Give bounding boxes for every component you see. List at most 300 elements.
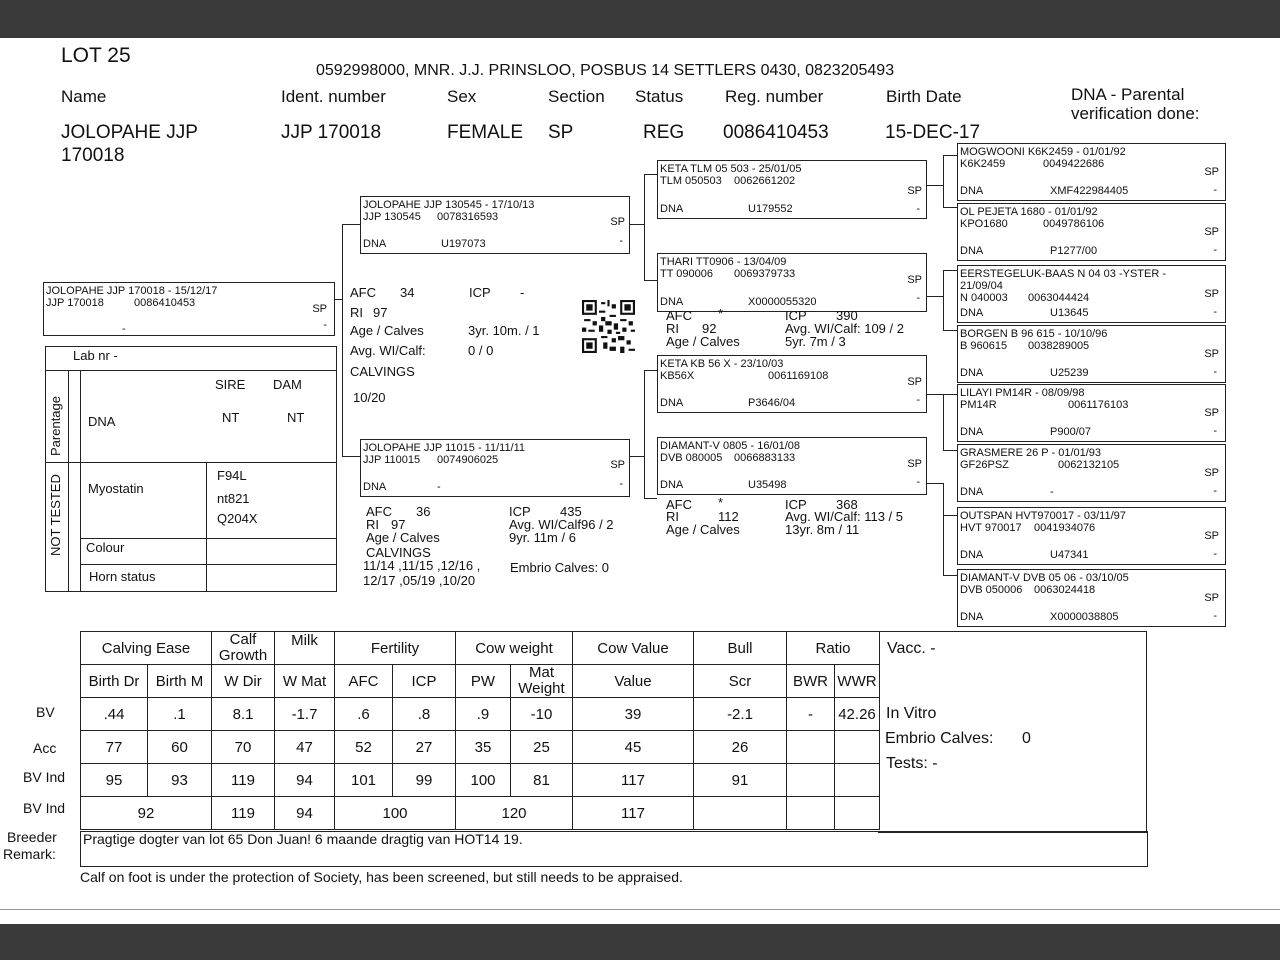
pedigree-field: U47341	[1050, 549, 1089, 561]
pedigree-line	[943, 330, 957, 331]
table-cell: 8.1	[212, 698, 275, 731]
pedigree-field: MOGWOONI K6K2459 - 01/01/92	[960, 146, 1126, 158]
table-cell: .44	[81, 698, 148, 731]
pedigree-field: SP	[1204, 407, 1219, 419]
gp-ri: 112	[718, 509, 739, 524]
pedigree-line	[342, 224, 343, 456]
animal-ident: JJP 170018	[281, 122, 382, 143]
pedigree-line	[943, 575, 957, 576]
group-milk: Milk	[275, 632, 335, 665]
table-cell: .6	[335, 698, 393, 731]
dam-age-label: Age / Calves	[366, 530, 440, 545]
pedigree-line	[943, 450, 957, 451]
table-cell: 95	[81, 764, 148, 797]
header-dna: DNA - Parental verification done:	[1071, 85, 1200, 123]
pedigree-field: DVB 080005	[660, 452, 723, 464]
animal-name: JOLOPAHE JJP	[61, 122, 198, 143]
pedigree-line	[342, 456, 360, 457]
pedigree-field: JJP 130545	[363, 211, 421, 223]
pedigree-field: -	[916, 292, 920, 304]
gp-age: 5yr. 7m / 3	[785, 334, 846, 349]
pedigree-field: KETA TLM 05 503 - 25/01/05	[660, 163, 802, 175]
pedigree-field: JJP 170018	[46, 297, 104, 309]
col-value: Value	[573, 665, 694, 698]
header-section: Section	[548, 87, 605, 106]
pedigree-field: -	[1213, 485, 1217, 497]
self-ri-label: RI	[350, 305, 363, 320]
table-cell: .9	[456, 698, 511, 731]
table-cell: -1.7	[275, 698, 335, 731]
pedigree-field: 0049422686	[1043, 158, 1105, 170]
in-vitro-label: In Vitro	[886, 705, 937, 722]
row-label-bv: BV	[36, 704, 55, 720]
pedigree-field: 0061169108	[768, 370, 829, 382]
pedigree-line	[943, 270, 957, 271]
pedigree-field: -	[1213, 306, 1217, 318]
table-cell: 120	[456, 797, 573, 830]
col-pw: PW	[456, 665, 511, 698]
pedigree-field: X0000038805	[1050, 611, 1119, 623]
dam-icp: 435	[560, 504, 582, 519]
group-calf-growth: Calf Growth	[212, 632, 275, 665]
table-cell: -10	[511, 698, 573, 731]
pedigree-field: DNA	[960, 367, 984, 379]
lot-number: LOT 25	[61, 44, 131, 67]
dam-calvings-2: 12/17 ,05/19 ,10/20	[363, 573, 476, 588]
grandparent-box	[657, 253, 927, 312]
pedigree-line	[943, 155, 944, 207]
row-label-bv-ind-2: BV Ind	[23, 800, 66, 816]
pedigree-field: -	[1213, 184, 1217, 196]
table-cell: 101	[335, 764, 393, 797]
table-row	[81, 764, 880, 797]
dam-icp-label: ICP	[509, 504, 531, 519]
pedigree-field: 0086410453	[134, 297, 196, 309]
colour-label: Colour	[86, 540, 125, 555]
pedigree-field: SP	[312, 303, 327, 315]
pedigree-field: U35498	[748, 479, 787, 491]
table-cell: 26	[694, 731, 787, 764]
dam-box	[360, 439, 630, 497]
group-bull: Bull	[694, 632, 787, 665]
table-cell: 94	[275, 764, 335, 797]
pedigree-line	[629, 224, 644, 225]
pedigree-line	[644, 280, 657, 281]
pedigree-field: EERSTEGELUK-BAAS N 04 03 -YSTER -	[960, 268, 1167, 280]
pedigree-field: P1277/00	[1050, 245, 1098, 257]
pedigree-field: LILAYI PM14R - 08/09/98	[960, 387, 1085, 399]
great-grandparent-box	[957, 265, 1226, 323]
pedigree-field: DNA	[960, 426, 984, 438]
table-cell	[787, 731, 835, 764]
pedigree-line	[644, 498, 657, 499]
pedigree-field: SP	[1204, 592, 1219, 604]
dam-embrio: Embrio Calves: 0	[510, 560, 609, 575]
pedigree-field: -	[1213, 548, 1217, 560]
sire-label: SIRE	[215, 377, 246, 392]
pedigree-field: DNA	[960, 486, 984, 498]
dam-label: DAM	[273, 377, 302, 392]
col-bwr: BWR	[787, 665, 835, 698]
table-cell: 119	[212, 797, 275, 830]
parentage-label: Parentage	[48, 396, 63, 456]
pedigree-field: BORGEN B 96 615 - 10/10/96	[960, 328, 1108, 340]
pedigree-field: OUTSPAN HVT970017 - 03/11/97	[960, 510, 1126, 522]
pedigree-line	[644, 370, 657, 371]
pedigree-field: DNA	[363, 238, 387, 250]
pedigree-field: DIAMANT-V DVB 05 06 - 03/10/05	[960, 572, 1129, 584]
pedigree-field: K6K2459	[960, 158, 1006, 170]
group-cow-weight: Cow weight	[456, 632, 573, 665]
col-w-mat: W Mat	[275, 665, 335, 698]
dna-dam-result: NT	[287, 410, 305, 425]
grandparent-box	[657, 160, 927, 219]
dam-age: 9yr. 11m / 6	[509, 530, 576, 545]
group-cow-value: Cow Value	[573, 632, 694, 665]
col-mat-weight: Mat Weight	[511, 665, 573, 698]
pedigree-line	[925, 483, 943, 484]
pedigree-field: SP	[1204, 166, 1219, 178]
pedigree-field: KPO1680	[960, 218, 1008, 230]
pedigree-field: OL PEJETA 1680 - 01/01/92	[960, 206, 1098, 218]
pedigree-field: -	[916, 476, 920, 488]
great-grandparent-box	[957, 325, 1226, 383]
table-cell	[694, 797, 787, 830]
pedigree-field: 0062132105	[1058, 459, 1120, 471]
pedigree-field: U13645	[1050, 307, 1089, 319]
table-cell: -2.1	[694, 698, 787, 731]
col-afc: AFC	[335, 665, 393, 698]
pedigree-field: X0000055320	[748, 296, 817, 308]
horn-status-label: Horn status	[89, 569, 156, 584]
great-grandparent-box	[957, 203, 1226, 261]
pedigree-line	[943, 394, 944, 450]
gp-ri-label: RI	[666, 321, 679, 336]
table-cell: 117	[573, 764, 694, 797]
self-age: 3yr. 10m. / 1	[468, 323, 540, 338]
table-cell: 70	[212, 731, 275, 764]
grandparent-box	[657, 355, 927, 413]
pedigree-line	[644, 370, 645, 498]
great-grandparent-box	[957, 507, 1226, 565]
pedigree-line	[925, 185, 943, 186]
pedigree-field: JOLOPAHE JJP 11015 - 11/11/11	[363, 442, 526, 454]
gp-wi: Avg. WI/Calf: 113 / 5	[785, 509, 904, 524]
gp-icp: 390	[836, 308, 858, 323]
pedigree-field: SP	[1204, 226, 1219, 238]
self-icp-label: ICP	[469, 285, 491, 300]
self-afc-label: AFC	[350, 285, 376, 300]
table-cell: 117	[573, 797, 694, 830]
pedigree-field: PM14R	[960, 399, 997, 411]
pedigree-field: SP	[907, 458, 922, 470]
dam-ri-label: RI	[366, 517, 379, 532]
pedigree-field: DNA	[960, 307, 984, 319]
pedigree-field: -	[122, 323, 126, 335]
header-name: Name	[61, 87, 107, 106]
pedigree-field: KETA KB 56 X - 23/10/03	[660, 358, 784, 370]
gp-age-label: Age / Calves	[666, 334, 740, 349]
gp-afc: *	[718, 495, 724, 510]
pedigree-field: 21/09/04	[960, 280, 1003, 292]
pedigree-field: 0041934076	[1034, 522, 1096, 534]
self-icp: -	[520, 285, 525, 300]
pedigree-field: -	[916, 203, 920, 215]
myostatin-nt821: nt821	[217, 491, 250, 506]
pedigree-field: HVT 970017	[960, 522, 1022, 534]
self-ri: 97	[373, 305, 388, 320]
tests-label: Tests: -	[886, 755, 938, 772]
pedigree-field: SP	[907, 274, 922, 286]
header-reg: Reg. number	[725, 87, 824, 106]
vacc-label: Vacc. -	[887, 640, 936, 657]
pedigree-field: TLM 050503	[660, 175, 722, 187]
table-cell: 92	[81, 797, 212, 830]
animal-name-num: 170018	[61, 145, 125, 166]
row-label-bv-ind: BV Ind	[23, 769, 66, 785]
not-tested-label: NOT TESTED	[48, 474, 63, 556]
table-row	[81, 698, 880, 731]
qr-code-icon	[582, 300, 635, 353]
pedigree-line	[342, 224, 360, 225]
col-icp: ICP	[393, 665, 456, 698]
breeder-remark: Pragtige dogter van lot 65 Don Juan! 6 maande dragtig van HOT14 19.	[83, 831, 523, 847]
table-row	[81, 797, 880, 830]
pedigree-field: 0069379733	[734, 268, 796, 280]
table-cell: .1	[148, 698, 212, 731]
table-cell: .8	[393, 698, 456, 731]
dam-calvings-1: 11/14 ,11/15 ,12/16 ,	[363, 558, 481, 573]
table-cell: 39	[573, 698, 694, 731]
dam-afc: 36	[416, 504, 431, 519]
dna-label: DNA	[88, 414, 116, 429]
table-cell: 91	[694, 764, 787, 797]
pedigree-field: DNA	[660, 479, 684, 491]
self-calvings-label: CALVINGS	[350, 364, 415, 379]
grandparent-box	[657, 437, 927, 495]
table-cell	[787, 764, 835, 797]
great-grandparent-box	[957, 569, 1226, 627]
gp-afc-label: AFC	[666, 497, 692, 512]
sire-box	[360, 196, 630, 254]
pedigree-field: JOLOPAHE JJP 170018 - 15/12/17	[46, 285, 218, 297]
pedigree-line	[943, 270, 944, 330]
col-w-dir: W Dir	[212, 665, 275, 698]
pedigree-field: 0063024418	[1034, 584, 1096, 596]
col-wwr: WWR	[835, 665, 880, 698]
pedigree-field: 0038289005	[1028, 340, 1090, 352]
pedigree-field: DIAMANT-V 0805 - 16/01/08	[660, 440, 801, 452]
gp-icp-label: ICP	[785, 497, 807, 512]
pedigree-field: P3646/04	[748, 397, 796, 409]
pedigree-field: SP	[907, 376, 922, 388]
self-calvings: 10/20	[353, 390, 386, 405]
pedigree-field: DNA	[960, 549, 984, 561]
pedigree-field: TT 090006	[660, 268, 714, 280]
header-sex: Sex	[447, 87, 477, 106]
pedigree-field: P900/07	[1050, 426, 1091, 438]
pedigree-line	[45, 370, 336, 371]
pedigree-line	[943, 155, 957, 156]
pedigree-field: 0061176103	[1068, 399, 1129, 411]
pedigree-field: U179552	[748, 203, 793, 215]
table-cell: 47	[275, 731, 335, 764]
table-cell: 52	[335, 731, 393, 764]
pedigree-line	[206, 462, 207, 591]
dam-calvings-label: CALVINGS	[366, 545, 431, 560]
animal-birth: 15-DEC-17	[885, 122, 981, 143]
lab-nr: Lab nr -	[73, 348, 118, 363]
pedigree-field: -	[1213, 425, 1217, 437]
pedigree-field: -	[916, 394, 920, 406]
pedigree-line	[943, 394, 957, 395]
footer-note: Calf on foot is under the protection of Society, has been screened, but still needs to be appraised.	[80, 869, 683, 885]
dam-wi: Avg. WI/Calf96 / 2	[509, 517, 614, 532]
pedigree-field: -	[1050, 486, 1054, 498]
pedigree-field: 0066883133	[734, 452, 796, 464]
table-cell: 42.26	[835, 698, 880, 731]
great-grandparent-box	[957, 143, 1226, 201]
pedigree-line	[925, 296, 943, 297]
gp-icp: 368	[836, 497, 858, 512]
myostatin-f94l: F94L	[217, 468, 247, 483]
pedigree-field: -	[1213, 244, 1217, 256]
pedigree-line	[644, 174, 657, 175]
gp-age: 13yr. 8m / 11	[785, 522, 860, 537]
dam-afc-label: AFC	[366, 504, 392, 519]
pedigree-field: 0062661202	[734, 175, 796, 187]
table-cell: 100	[456, 764, 511, 797]
pedigree-field: DNA	[660, 203, 684, 215]
pedigree-field: SP	[1204, 288, 1219, 300]
pedigree-field: N 040003	[960, 292, 1008, 304]
group-fertility: Fertility	[335, 632, 456, 665]
table-cell: 100	[335, 797, 456, 830]
pedigree-field: 0049786106	[1043, 218, 1105, 230]
pedigree-field: SP	[610, 216, 625, 228]
pedigree-field: -	[1213, 610, 1217, 622]
dam-ri: 97	[391, 517, 406, 532]
pedigree-field: GRASMERE 26 P - 01/01/93	[960, 447, 1102, 459]
pedigree-field: DNA	[960, 245, 984, 257]
pedigree-line	[45, 462, 336, 463]
bv-table	[80, 631, 880, 830]
pedigree-field: B 960615	[960, 340, 1008, 352]
great-grandparent-box	[957, 384, 1226, 442]
header-status: Status	[635, 87, 684, 106]
table-cell: 81	[511, 764, 573, 797]
pedigree-line	[80, 538, 336, 539]
table-row	[81, 731, 880, 764]
self-afc: 34	[400, 285, 415, 300]
gp-age-label: Age / Calves	[666, 522, 740, 537]
pedigree-line	[943, 515, 957, 516]
pedigree-field: 0063044424	[1028, 292, 1090, 304]
pedigree-field: DNA	[363, 481, 387, 493]
pedigree-field: 0074906025	[437, 454, 499, 466]
dna-sire-result: NT	[222, 410, 240, 425]
pedigree-line	[80, 564, 336, 565]
pedigree-line	[334, 299, 342, 300]
table-cell: 35	[456, 731, 511, 764]
header-ident: Ident. number	[281, 87, 386, 106]
pedigree-field: SP	[1204, 348, 1219, 360]
pedigree-field: -	[1213, 366, 1217, 378]
pedigree-line	[68, 370, 69, 591]
table-cell: 94	[275, 797, 335, 830]
table-cell	[835, 797, 880, 830]
col-scr: Scr	[694, 665, 787, 698]
table-cell: 60	[148, 731, 212, 764]
pedigree-line	[943, 207, 957, 208]
pedigree-field: DNA	[960, 185, 984, 197]
pedigree-field: SP	[1204, 467, 1219, 479]
group-calving-ease: Calving Ease	[81, 632, 212, 665]
header-birth: Birth Date	[886, 87, 962, 106]
table-cell: 77	[81, 731, 148, 764]
pedigree-line	[925, 394, 943, 395]
pedigree-field: DNA	[660, 296, 684, 308]
gp-ri: 92	[702, 321, 717, 336]
table-cell	[787, 797, 835, 830]
table-cell: 45	[573, 731, 694, 764]
table-cell: 119	[212, 764, 275, 797]
col-birth-dir: Birth Dr	[81, 665, 148, 698]
pedigree-field: KB56X	[660, 370, 695, 382]
table-cell	[835, 764, 880, 797]
pedigree-field: GF26PSZ	[960, 459, 1009, 471]
pedigree-field: SP	[1204, 530, 1219, 542]
pedigree-field: SP	[907, 185, 922, 197]
table-cell: 99	[393, 764, 456, 797]
self-wi: 0 / 0	[468, 343, 494, 358]
self-age-label: Age / Calves	[350, 323, 424, 338]
myostatin-q204x: Q204X	[217, 511, 258, 526]
pedigree-field: -	[619, 235, 623, 247]
row-label-acc: Acc	[33, 740, 57, 756]
group-ratio: Ratio	[787, 632, 880, 665]
pedigree-field: U25239	[1050, 367, 1089, 379]
top-bar	[0, 0, 1280, 38]
pedigree-line	[80, 370, 81, 591]
embrio-calves-value: 0	[1022, 730, 1031, 747]
pedigree-field: DVB 050006	[960, 584, 1023, 596]
table-cell: 25	[511, 731, 573, 764]
pedigree-field: XMF422984405	[1050, 185, 1129, 197]
owner-info: 0592998000, MNR. J.J. PRINSLOO, POSBUS 14 SETTLERS 0430, 0823205493	[316, 62, 895, 79]
gp-afc: *	[718, 306, 724, 321]
animal-sex: FEMALE	[447, 122, 524, 143]
pedigree-field: 0078316593	[437, 211, 499, 223]
remark-label-1: Breeder	[7, 829, 57, 845]
remark-label-2: Remark:	[3, 846, 56, 862]
gp-wi: Avg. WI/Calf: 109 / 2	[785, 321, 904, 336]
pedigree-field: DNA	[660, 397, 684, 409]
pedigree-field: -	[619, 478, 623, 490]
animal-reg: 0086410453	[723, 122, 829, 143]
bottom-rule	[0, 909, 1280, 910]
table-cell	[835, 731, 880, 764]
pedigree-line	[943, 483, 944, 575]
pedigree-field: SP	[610, 459, 625, 471]
pedigree-field: -	[437, 481, 441, 493]
pedigree-line	[629, 456, 644, 457]
gp-afc-label: AFC	[666, 308, 692, 323]
pedigree-field: JOLOPAHE JJP 130545 - 17/10/13	[363, 199, 535, 211]
animal-status: REG	[643, 122, 685, 143]
gp-icp-label: ICP	[785, 308, 807, 323]
pedigree-line	[644, 174, 645, 280]
